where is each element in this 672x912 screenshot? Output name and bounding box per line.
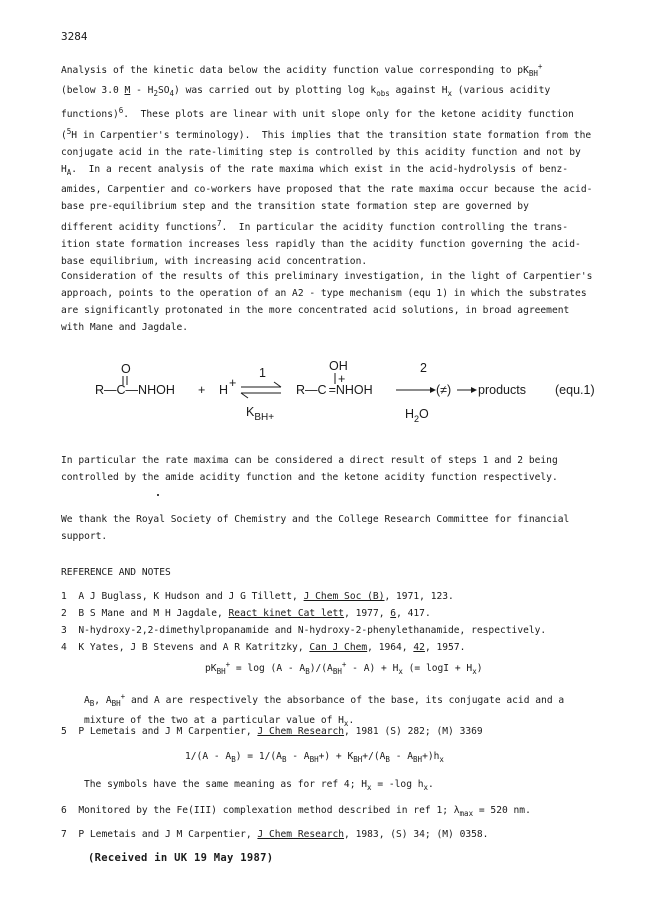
received-date: (Received in UK 19 May 1987) [88, 852, 274, 864]
paragraph-rate-maxima [61, 452, 611, 486]
paragraph-acknowledgement [61, 511, 611, 545]
reference-item: 6 Monitored by the Fe(III) complexation method described in ref 1; $\lambda_{max} = 520$ nm. [61, 805, 531, 818]
text-line: approach, points to the operation of an A2 - type mechanism (equ 1) in which the substrates [61, 288, 587, 299]
step-1-label: 1 [259, 366, 266, 380]
equilibrium-formula: $pK_{BH}^+ = \log (A - A_B)/(A_{BH}^+ - A) + H_x$ (= $\log I + H_x$) [205, 660, 483, 677]
journal-title: Can J Chem [309, 642, 368, 653]
text-line: We thank the Royal Society of Chemistry and the College Research Committee for financial [61, 514, 570, 525]
rate-formula: $1/(A - A_B) = 1/(A_B - A_{BH}+) + K_{BH}+/(A_B - A_{BH}+)h_x$ [185, 751, 444, 764]
stray-mark [157, 494, 159, 496]
reference-item: 4 K Yates, J B Stevens and A R Katritzky, Can J Chem, 1964, 42, 1957. [61, 642, 466, 653]
reference-item: 2 B S Mane and M H Jagdale, React kinet Cat lett, 1977, 6, 417. [61, 608, 431, 619]
text-line: controlled by the amide acidity function and the ketone acidity function respectively. [61, 472, 558, 483]
text-line: with Mane and Jagdale. [61, 322, 189, 333]
products-label: products [478, 383, 526, 397]
journal-title: J Chem Research [257, 726, 345, 737]
references-heading: REFERENCE AND NOTES [61, 567, 171, 578]
text-line: amides, Carpentier and co-workers have proposed that the rate maxima occur because the acid- [61, 184, 593, 196]
text-line: Consideration of the results of this preliminary investigation, in the light of Carpentier's [61, 271, 593, 282]
protonated-intermediate: R—C =NHOH [296, 383, 373, 397]
carbonyl-oxygen: O [121, 362, 131, 376]
text-line: In particular the rate maxima can be considered a direct result of steps 1 and 2 being [61, 455, 558, 466]
text-line: $H_A$. In a recent analysis of the rate maxima which exist in the acid-hydrolysis of benz- [61, 164, 569, 178]
reaction-equation [95, 358, 615, 438]
paragraph-kinetic-analysis [61, 58, 611, 270]
text-line: ition state formation increases less rapidly than the acidity function governing the acid- [61, 239, 581, 251]
journal-title: React kinet Cat lett [228, 608, 345, 619]
reference-item: 3 N-hydroxy-2,2-dimethylpropanamide and N-hydroxy-2-phenylethanamide, respectively. [61, 625, 547, 636]
reaction-scheme [95, 358, 615, 438]
reference-item: 5 P Lemetais and J M Carpentier, J Chem Research, 1981 (S) 282; (M) 3369 [61, 726, 483, 737]
kbh-label: $K_{BH+}$ [246, 405, 275, 423]
note-ref-5: The symbols have the same meaning as for ref 4; $H_x = -\log$ $h_x$. [84, 779, 434, 792]
note-ref-4: $A_B$, $A_{BH}^+$ and A are respectively the absorbance of the base, its conjugate acid and a mixture of the two at a particular value of $H_x$. [84, 692, 565, 728]
equation-label: (equ.1) [555, 383, 595, 397]
text-line: ($^5$H in Carpentier's terminology). This implies that the transition state formation from the [61, 127, 592, 142]
text-line: functions)$^6$. These plots are linear with unit slope only for the ketone acidity function [61, 106, 574, 121]
amide-reactant: R—C—NHOH [95, 383, 175, 397]
text-line: Analysis of the kinetic data below the acidity function value corresponding to $pK_{BH}^+$ [61, 62, 543, 79]
reference-item: 1 A J Buglass, K Hudson and J G Tillett, J Chem Soc (B), 1971, 123. [61, 591, 454, 602]
reference-list [61, 588, 621, 656]
proton-charge: + [229, 376, 237, 390]
journal-title: J Chem Research [257, 829, 345, 840]
text-line: (below 3.0 M - $H_2SO_4$) was carried out by plotting $\log k_{obs}$ against $H_x$ (various acidity [61, 85, 551, 98]
text-line: conjugate acid in the rate-limiting step is controlled by this acidity function and not by [61, 147, 581, 159]
page-number: 3284 [61, 30, 88, 43]
proton: H [219, 383, 229, 397]
text-line: base equilibrium, with increasing acid concentration. [61, 256, 368, 268]
transition-state-mark: (≠) [436, 383, 452, 397]
text-line: base pre-equilibrium step and the transition state formation step are governed by [61, 201, 529, 213]
water-molecule: $H_2O$ [405, 407, 429, 424]
paragraph-mechanism [61, 268, 611, 336]
text-line: different acidity functions$^7$. In particular the acidity function controlling the trans- [61, 219, 569, 234]
text-line: support. [61, 531, 108, 542]
hydroxy-group: OH [329, 359, 348, 373]
positive-charge: + [338, 372, 346, 386]
journal-title: J Chem Soc (B) [303, 591, 385, 602]
plus-sign: + [198, 383, 206, 397]
reference-item: 7 P Lemetais and J M Carpentier, J Chem Research, 1983, (S) 34; (M) 0358. [61, 829, 489, 840]
step-2-label: 2 [420, 361, 427, 375]
text-line: are significantly protonated in the more concentrated acid solutions, in broad agreement [61, 305, 570, 316]
